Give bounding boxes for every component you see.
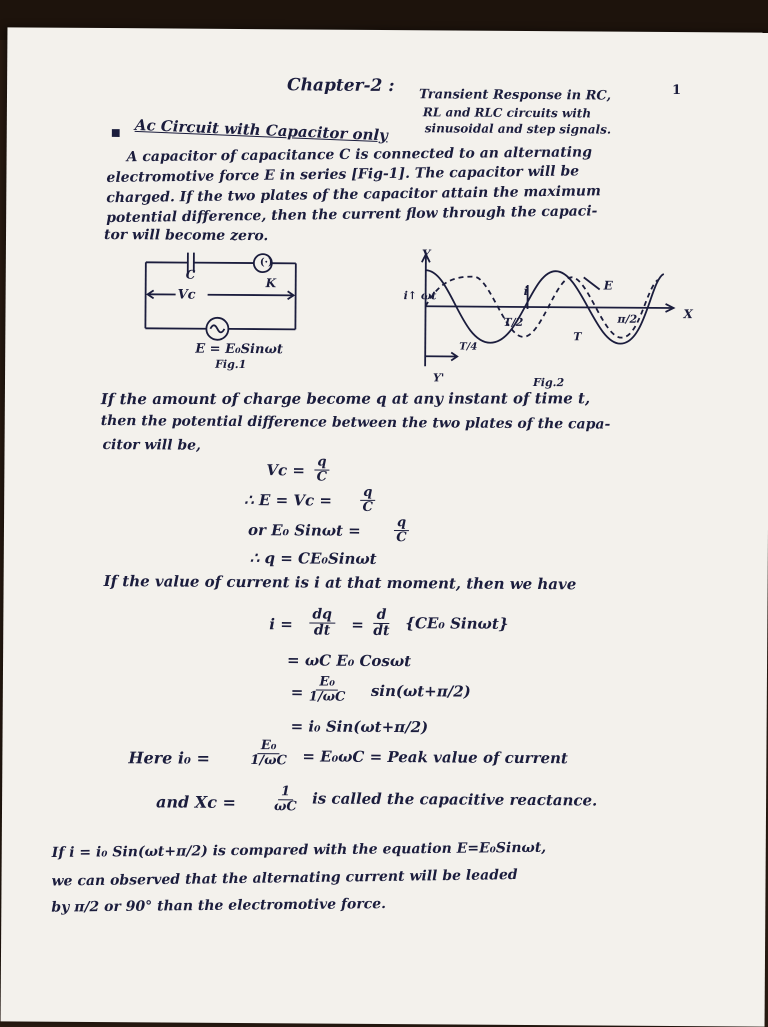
denominator: C <box>396 531 406 545</box>
denominator: C <box>317 470 327 484</box>
notebook-page <box>1 27 768 1026</box>
numerator: 1 <box>278 785 293 800</box>
fraction-dq-dt <box>309 607 335 638</box>
denominator: 1/ωC <box>250 754 287 768</box>
y-axis-label: Y <box>422 248 431 260</box>
numerator: E₀ <box>258 739 280 754</box>
fraction-d-dt <box>373 608 389 638</box>
and-rhs: is called the capacitive reactance. <box>312 791 597 808</box>
eq-or-lhs: or E₀ Sinωt = <box>248 523 361 539</box>
eq-e-lhs: ∴ E = Vc = <box>244 493 332 509</box>
paragraph-line-3: charged. If the two plates of the capacitor attain the maximum <box>106 184 601 205</box>
denominator: ωC <box>274 800 297 814</box>
numerator: q <box>314 455 329 470</box>
final-line-3: by π/2 or 90° than the electromotive force. <box>51 897 386 915</box>
numerator: d <box>374 608 390 624</box>
current-line: If the value of current is i at that moment, then we have <box>104 574 577 592</box>
final-line-2: we can observed that the alternating current will be leaded <box>51 868 517 889</box>
eq-vc-lhs: Vc = <box>266 463 305 478</box>
fraction-q-over-c-3 <box>394 516 409 544</box>
equals-sign: = <box>351 618 364 633</box>
key-icon: (·) <box>260 258 273 268</box>
numerator: q <box>360 486 375 501</box>
t-half-label: T/2 <box>503 317 523 328</box>
here-rhs: = E₀ωC = Peak value of current <box>302 749 568 766</box>
emf-curve-label: E <box>604 280 613 292</box>
capacitor-label: C <box>186 269 196 281</box>
waveform-graph <box>395 248 696 390</box>
chapter-title-line-1: Transient Response in RC, <box>419 88 611 102</box>
chapter-title-line-2: RL and RLC circuits with <box>423 106 591 119</box>
fig1-caption: Fig.1 <box>215 359 246 370</box>
source-label: E = E₀Sinωt <box>195 343 283 357</box>
here-lhs: Here i₀ = <box>128 750 210 767</box>
chapter-title-line-3: sinusoidal and step signals. <box>425 122 611 135</box>
page-number: 1 <box>672 84 681 97</box>
numerator: dq <box>309 607 335 623</box>
current-curve-label: i <box>524 285 529 297</box>
numerator: E₀ <box>316 676 338 691</box>
denominator: C <box>362 500 372 514</box>
x-axis-label: X <box>683 308 692 320</box>
eq-sin-rhs: sin(ωt+π/2) <box>371 684 471 700</box>
numerator: q <box>394 516 409 531</box>
eq-cos: = ωC E₀ Cosωt <box>287 653 411 669</box>
body-line-2: then the potential difference between the two plates of the capa- <box>101 414 611 432</box>
fraction-q-over-c-2 <box>360 486 375 514</box>
fraction-q-over-c <box>314 455 329 483</box>
t-label: T <box>573 331 581 342</box>
paragraph-line-4: potential difference, then the current flow through the capaci- <box>106 204 597 225</box>
key-label: K <box>266 277 277 289</box>
denominator: 1/ωC <box>309 690 346 704</box>
final-line-1: If i = i₀ Sin(ωt+π/2) is compared with the equation E=E₀Sinωt, <box>52 841 547 860</box>
equals-sign-2: = <box>291 685 304 700</box>
fig2-caption: Fig.2 <box>533 377 564 388</box>
left-axis-label: i↑ ωt <box>404 290 437 301</box>
chapter-label: Chapter-2 : <box>287 77 395 95</box>
fraction-reactance <box>274 785 297 813</box>
and-lhs: and Xc = <box>156 794 236 811</box>
t-quarter-label: T/4 <box>459 343 477 353</box>
eq-i0: = i₀ Sin(ωt+π/2) <box>291 719 429 735</box>
eq-i-rhs: {CE₀ Sinωt} <box>405 616 508 632</box>
pi-half-label: π/2 <box>617 314 637 325</box>
y-prime-label: Y' <box>433 372 444 383</box>
fraction-peak-current <box>250 739 287 768</box>
voltage-label: Vc <box>178 289 196 302</box>
section-heading: Ac Circuit with Capacitor only <box>135 118 389 144</box>
paragraph-line-2: electromotive force E in series [Fig-1]. The capacitor will be <box>106 164 579 185</box>
fraction-e0-over-xc <box>309 675 346 704</box>
denominator: dt <box>373 624 389 639</box>
paragraph-line-5: tor will become zero. <box>104 228 268 243</box>
body-line-3: citor will be, <box>103 438 201 453</box>
body-line-1: If the amount of charge become q at any instant of time t, <box>101 391 590 407</box>
eq-q: ∴ q = CE₀Sinωt <box>250 551 377 567</box>
bullet-icon: ◼ <box>111 126 121 138</box>
paragraph-line-1: A capacitor of capacitance C is connected to an alternating <box>127 145 592 164</box>
denominator: dt <box>314 623 330 638</box>
eq-i-lhs: i = <box>269 617 293 632</box>
